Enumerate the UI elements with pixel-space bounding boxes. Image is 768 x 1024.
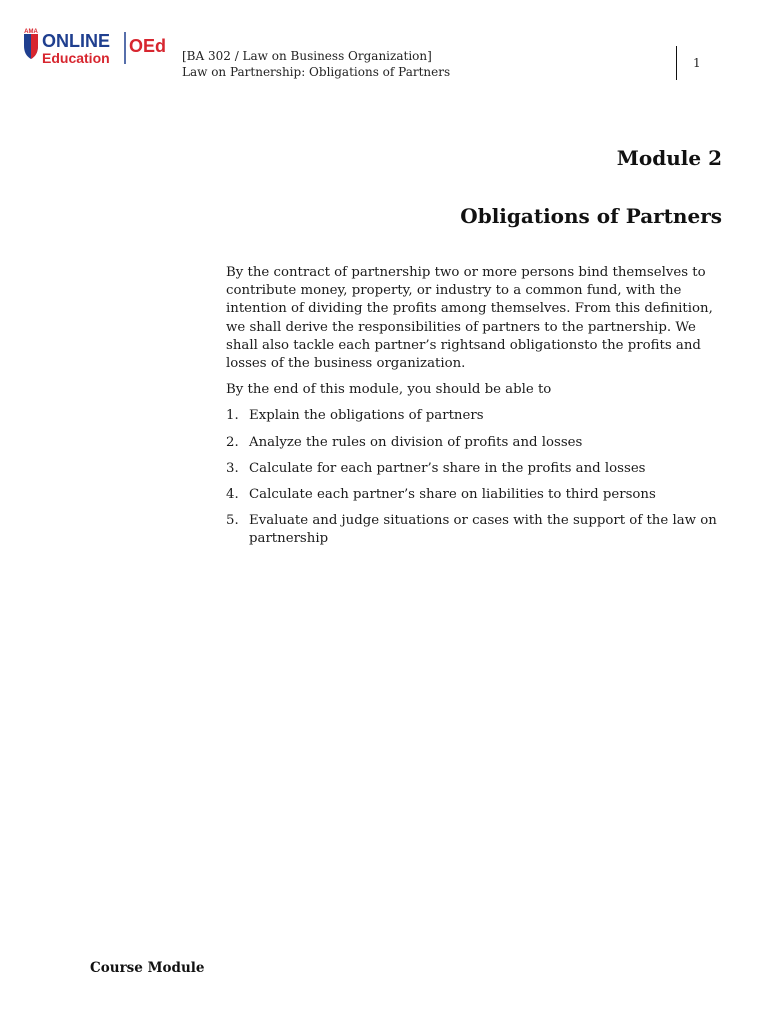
objective-number: 5. (226, 513, 239, 529)
logo-graphic (22, 28, 174, 70)
intro-paragraph: By the contract of partnership two or more persons bind themselves to contribute money, property, or industry to a common fund, with the intention of dividing the profits among themselves. From this definition, we shall derive the responsibilities of partners to the partnership. We shall also tackle each partner’s rightsand obligationsto the profits and losses of the business organization. (226, 265, 713, 372)
logo-education-text: Education (42, 50, 110, 66)
section-title: Obligations of Partners (460, 204, 722, 228)
footer-course-module: Course Module (90, 960, 205, 976)
objective-text: Evaluate and judge situations or cases with the support of the law on partnership (249, 513, 717, 547)
objective-number: 4. (226, 487, 239, 503)
shield-accent (31, 34, 38, 59)
online-education-logo (22, 28, 174, 70)
logo-oed-text: OEd (129, 36, 167, 56)
objective-item (226, 434, 726, 452)
running-header (182, 48, 450, 80)
objective-item (226, 460, 726, 478)
objective-number: 1. (226, 408, 239, 424)
page-number: 1 (693, 56, 701, 70)
logo-badge-text: AMA (24, 29, 38, 35)
objectives-list (226, 407, 726, 548)
topic-line: Law on Partnership: Obligations of Partners (182, 65, 451, 79)
header-divider (676, 46, 677, 80)
objective-text: Analyze the rules on division of profits and losses (249, 434, 583, 450)
objective-item (226, 512, 726, 548)
objective-text: Calculate for each partner’s share in the profits and losses (249, 460, 646, 476)
course-line: [BA 302 / Law on Business Organization] (182, 49, 432, 63)
module-content (226, 264, 726, 557)
objective-item (226, 486, 726, 504)
objectives-lead-in: By the end of this module, you should be able to (226, 382, 552, 398)
objective-number: 3. (226, 460, 239, 476)
objective-text: Explain the obligations of partners (249, 408, 484, 424)
objective-item (226, 407, 726, 425)
objective-number: 2. (226, 434, 239, 450)
module-title: Module 2 (616, 146, 722, 170)
objective-text: Calculate each partner’s share on liabilities to third persons (249, 487, 656, 503)
logo-online-text: ONLINE (42, 31, 111, 51)
